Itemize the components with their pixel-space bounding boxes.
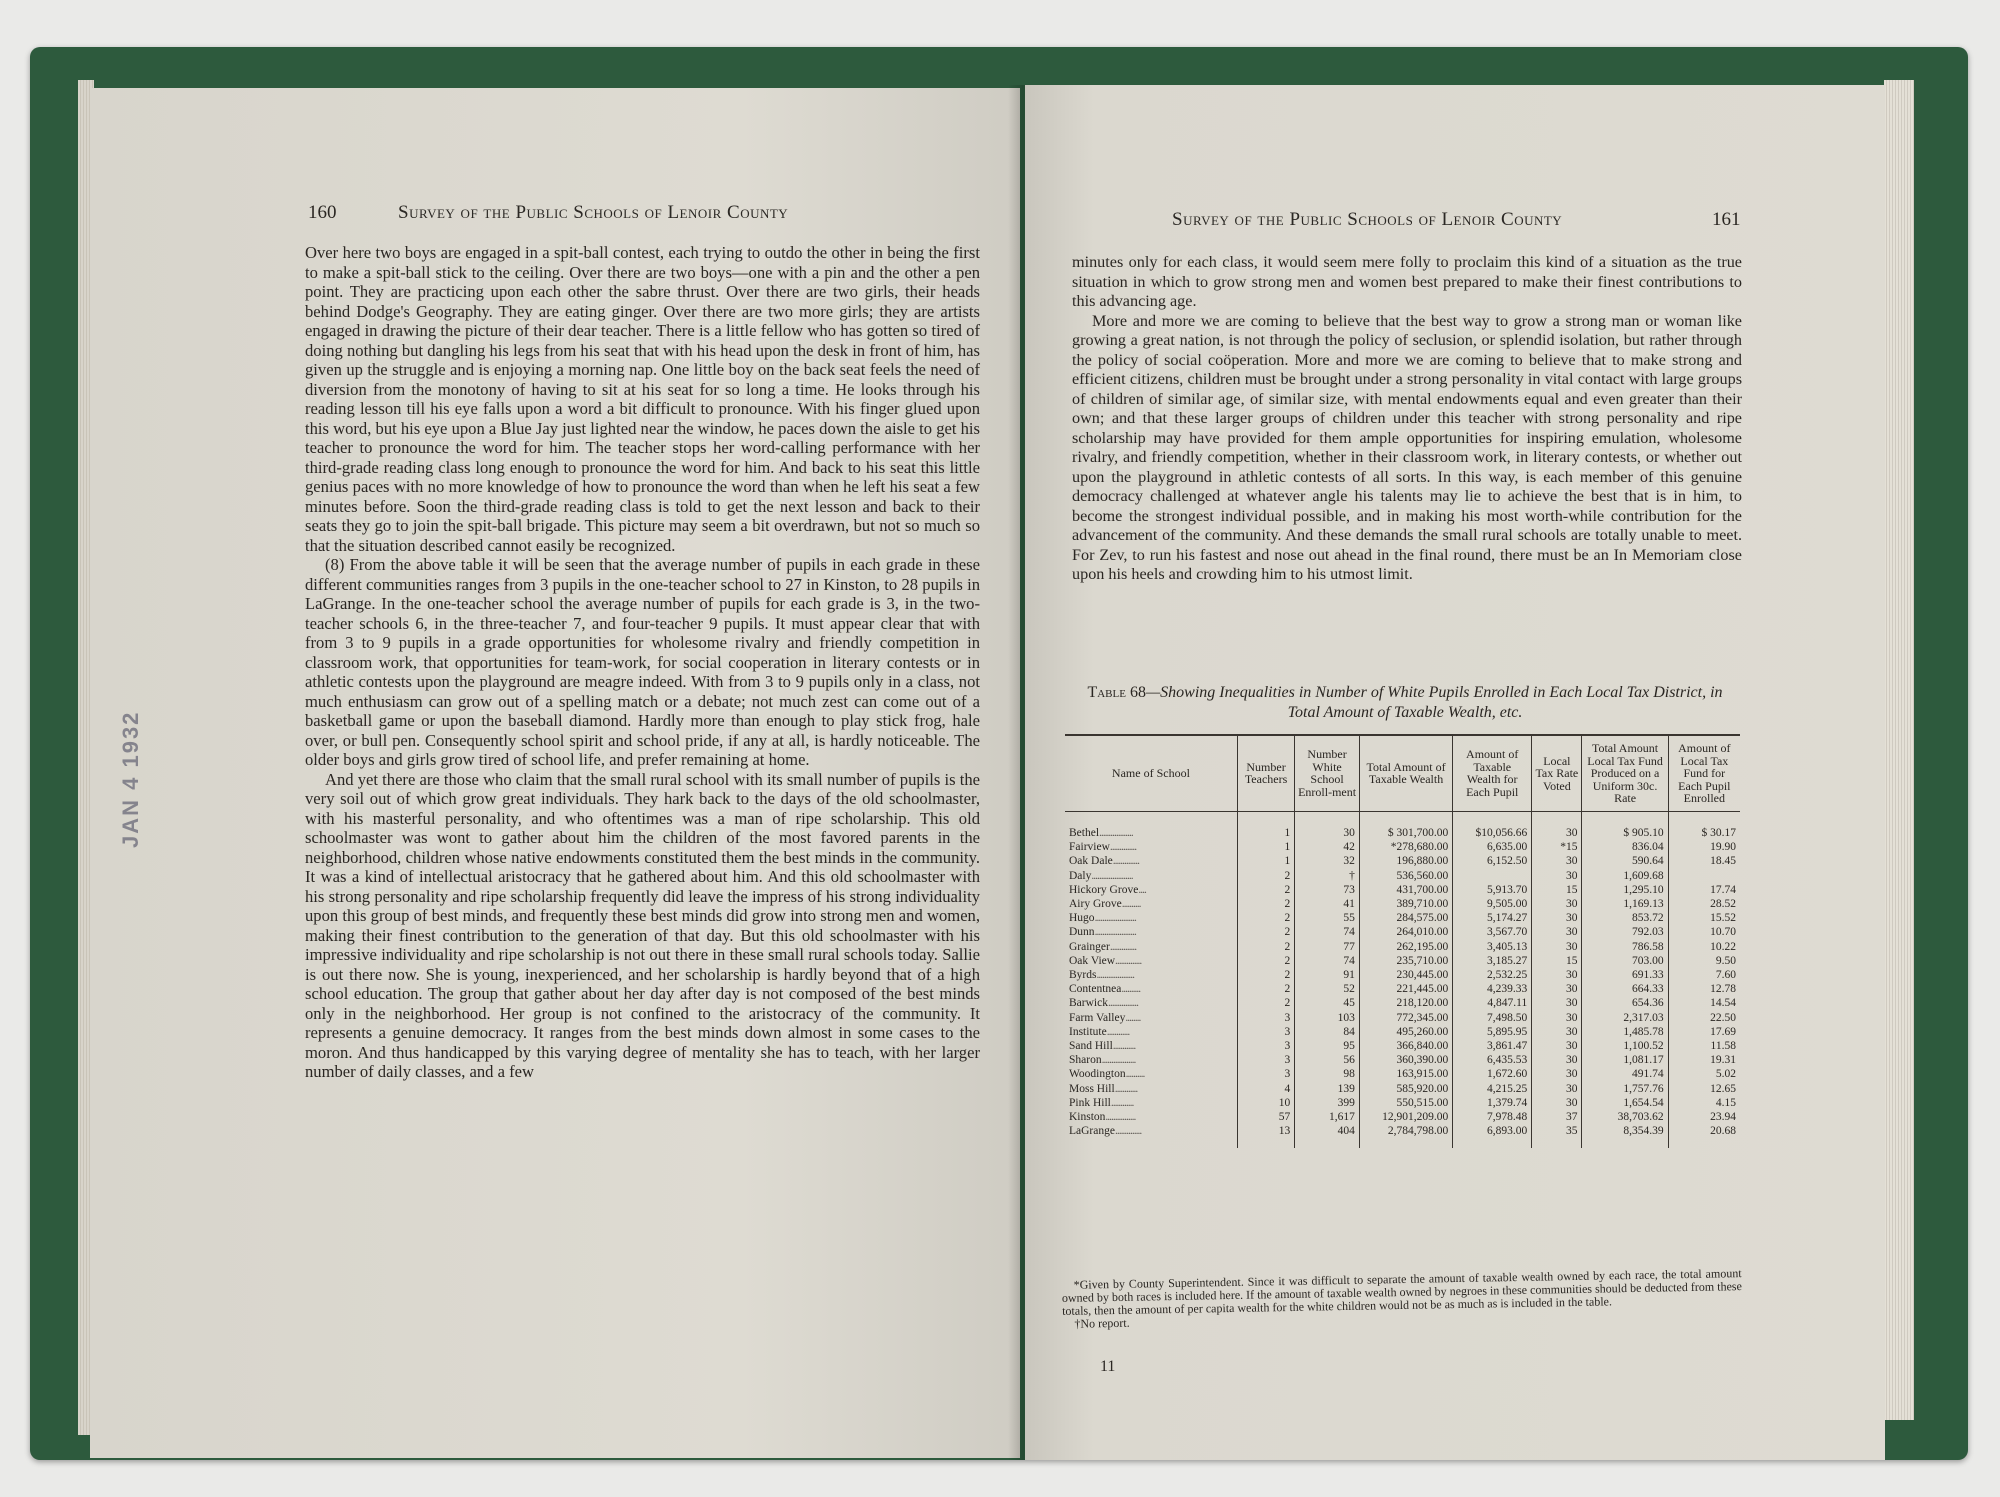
table-cell: $10,056.66	[1453, 811, 1532, 840]
table-cell: 163,915.00	[1359, 1067, 1452, 1081]
table-cell: 30	[1532, 1011, 1582, 1025]
table-cell: 2	[1237, 940, 1294, 954]
left-page-number: 160	[308, 202, 337, 223]
leader-dots: ................	[1105, 1111, 1136, 1124]
leader-dots: ..............	[1114, 1125, 1142, 1138]
table-header-cell: Local Tax Rate Voted	[1532, 735, 1582, 811]
table-cell: 30	[1532, 897, 1582, 911]
table-cell: 30	[1532, 1039, 1582, 1053]
table-cell: 264,010.00	[1359, 925, 1452, 939]
table-cell: 22.50	[1668, 1011, 1740, 1025]
table-cell: 30	[1532, 1025, 1582, 1039]
table-row	[1065, 982, 1740, 996]
table-cell: 1,081.17	[1582, 1053, 1668, 1067]
table-cell: 30	[1532, 811, 1582, 840]
table-cell: 836.04	[1582, 840, 1668, 854]
school-name-cell: Fairview..............	[1069, 841, 1137, 854]
table-cell: 84	[1295, 1025, 1360, 1039]
right-paragraph: minutes only for each class, it would seem mere folly to proclaim this kind of a situation as the true situation in which to grow strong men and women best prepared to make their finest contributions to this advancing age.	[1072, 253, 1742, 310]
leader-dots: ..............	[1109, 841, 1137, 854]
table-cell: 15	[1532, 883, 1582, 897]
table-row	[1065, 996, 1740, 1010]
table-cell: 3	[1237, 1067, 1294, 1081]
table-cell: 2	[1237, 911, 1294, 925]
table-cell: 1	[1237, 854, 1294, 868]
table-cell: 15	[1532, 954, 1582, 968]
table-cell: 13	[1237, 1124, 1294, 1148]
leader-dots: ..........	[1125, 1068, 1145, 1081]
table-row	[1065, 925, 1740, 939]
school-name-cell: Grainger..............	[1069, 940, 1137, 953]
table-cell: 52	[1295, 982, 1360, 996]
table-cell: 590.64	[1582, 854, 1668, 868]
table-cell: 262,195.00	[1359, 940, 1452, 954]
table-cell: 12.65	[1668, 1082, 1740, 1096]
table-cell: 30	[1295, 811, 1360, 840]
table-cell: 550,515.00	[1359, 1096, 1452, 1110]
table-cell: $ 30.17	[1668, 811, 1740, 840]
table-cell: 585,920.00	[1359, 1082, 1452, 1096]
leader-dots: ..........	[1121, 983, 1141, 996]
table-cell: 1,169.13	[1582, 897, 1668, 911]
page-edges-right	[1884, 80, 1914, 1420]
table-cell: 9.50	[1668, 954, 1740, 968]
table-cell: 284,575.00	[1359, 911, 1452, 925]
table-row	[1065, 1110, 1740, 1124]
table-cell: 5,174.27	[1453, 911, 1532, 925]
left-paragraph: And yet there are those who claim that the small rural school with its small number of pupils is the very soil out of which grow great individuals. They hark back to the days of the old schoolmaster, with his masterful personality, and who oftentimes was a man of ripe scholarship. This old schoolmaster was wont to gather about him the children of the most favored parents in the neighborhood, children whose native endowments constituted them the best minds in the community. It was a kind of intellectual aristocracy that he gathered about him. And this old schoolmaster with his strong personality and ripe scholarship frequently did leave the impress of his strong individuality upon this group of best minds, and frequently these best minds did grow into strong men and women, making their finest contribution to the generation of that day. But this old schoolmaster with his impressive individuality and ripe scholarship is not out there in these small rural schools today. Sallie is out there now. She is young, inexperienced, and her scholarship is hardly beyond that of a high school education. The group that gather about her day after day is not composed of the best minds only in the neighborhood. Her group is not confined to the aristocracy of the community. It represents a genuine democracy. It ranges from the best minds down almost in some cases to the moron. And thus handicapped by this varying degree of mentality she has to teach, with her larger number of daily classes, and a few	[305, 769, 980, 1081]
table-cell: 2,532.25	[1453, 968, 1532, 982]
table-cell: 495,260.00	[1359, 1025, 1452, 1039]
table-cell: 2,784,798.00	[1359, 1124, 1452, 1148]
table-cell: 91	[1295, 968, 1360, 982]
table-cell: 57	[1237, 1110, 1294, 1124]
school-name-cell: Farm Valley........	[1069, 1011, 1141, 1024]
table-cell: 30	[1532, 869, 1582, 883]
table-cell: 19.90	[1668, 840, 1740, 854]
table-cell: 5,895.95	[1453, 1025, 1532, 1039]
table-cell: 11.58	[1668, 1039, 1740, 1053]
table-row	[1065, 940, 1740, 954]
table-cell: 17.74	[1668, 883, 1740, 897]
table-cell: 6,435.53	[1453, 1053, 1532, 1067]
table-cell: 30	[1532, 996, 1582, 1010]
table-cell: *278,680.00	[1359, 840, 1452, 854]
right-page-number: 161	[1712, 209, 1741, 230]
table-cell: 17.69	[1668, 1025, 1740, 1039]
table-cell: 4,239.33	[1453, 982, 1532, 996]
table-row	[1065, 897, 1740, 911]
table-row	[1065, 840, 1740, 854]
right-body-text	[1072, 253, 1742, 585]
table-row	[1065, 1053, 1740, 1067]
table-row	[1065, 954, 1740, 968]
table-cell: 8,354.39	[1582, 1124, 1668, 1148]
school-name-cell: Hickory Grove....	[1069, 883, 1146, 896]
table-cell: 1,672.60	[1453, 1067, 1532, 1081]
table-cell: 1,485.78	[1582, 1025, 1668, 1039]
table-caption	[1070, 683, 1740, 723]
table-header-cell: Amount of Local Tax Fund for Each Pupil Enrolled	[1668, 735, 1740, 811]
leader-dots: ....	[1138, 883, 1146, 896]
table-cell: 32	[1295, 854, 1360, 868]
table-row	[1065, 1067, 1740, 1081]
table-cell: 14.54	[1668, 996, 1740, 1010]
table-cell: 9,505.00	[1453, 897, 1532, 911]
table-cell: 2,317.03	[1582, 1011, 1668, 1025]
table-row	[1065, 883, 1740, 897]
table-header-cell: Total Amount Local Tax Fund Produced on a Uniform 30c. Rate	[1582, 735, 1668, 811]
table-cell: 2	[1237, 897, 1294, 911]
table-cell: 691.33	[1582, 968, 1668, 982]
table-cell: 1,757.76	[1582, 1082, 1668, 1096]
table-row	[1065, 1025, 1740, 1039]
left-body-text	[305, 243, 980, 1082]
leader-dots: ............	[1114, 1082, 1138, 1095]
school-name-cell: Moss Hill............	[1069, 1082, 1138, 1095]
table-cell: 10.22	[1668, 940, 1740, 954]
table-cell: 19.31	[1668, 1053, 1740, 1067]
table-cell: 2	[1237, 869, 1294, 883]
school-name-cell: Pink Hill............	[1069, 1096, 1134, 1109]
table-cell: 1	[1237, 840, 1294, 854]
table-cell: 1,379.74	[1453, 1096, 1532, 1110]
school-name-cell: Daly......................	[1069, 869, 1133, 882]
table-cell: 3	[1237, 1053, 1294, 1067]
table-cell: 218,120.00	[1359, 996, 1452, 1010]
leader-dots: ............	[1112, 1040, 1136, 1053]
table-cell: 792.03	[1582, 925, 1668, 939]
table-cell: 404	[1295, 1124, 1360, 1148]
school-name-cell: Sharon..................	[1069, 1054, 1136, 1067]
leader-dots: ............	[1110, 1096, 1134, 1109]
table-cell: 30	[1532, 982, 1582, 996]
table-header-cell: Amount of Taxable Wealth for Each Pupil	[1453, 735, 1532, 811]
table-cell: 6,152.50	[1453, 854, 1532, 868]
table-cell: 4,215.25	[1453, 1082, 1532, 1096]
table-cell: 1,654.54	[1582, 1096, 1668, 1110]
table-row	[1065, 1124, 1740, 1148]
table-cell: 23.94	[1668, 1110, 1740, 1124]
table-cell: 3	[1237, 1011, 1294, 1025]
table-cell: 139	[1295, 1082, 1360, 1096]
table-cell: 4,847.11	[1453, 996, 1532, 1010]
table-cell: †	[1295, 869, 1360, 883]
leader-dots: ......................	[1094, 912, 1136, 925]
table-cell: 37	[1532, 1110, 1582, 1124]
table-cell: 73	[1295, 883, 1360, 897]
table-row	[1065, 811, 1740, 840]
table-cell: 45	[1295, 996, 1360, 1010]
school-name-cell: Kinston................	[1069, 1111, 1136, 1124]
table-header-cell: Number White School Enroll-ment	[1295, 735, 1360, 811]
table-cell: 1,100.52	[1582, 1039, 1668, 1053]
library-date-stamp: JAN 4 1932	[118, 710, 143, 848]
table-cell: 3,567.70	[1453, 925, 1532, 939]
leader-dots: ..............	[1115, 954, 1142, 967]
table-cell: 10	[1237, 1096, 1294, 1110]
table-cell: $ 301,700.00	[1359, 811, 1452, 840]
right-running-head: Survey of the Public Schools of Lenoir County	[1172, 209, 1563, 230]
school-name-cell: Byrds....................	[1069, 969, 1134, 981]
table-cell: 30	[1532, 1096, 1582, 1110]
school-name-cell: Oak Dale..............	[1069, 855, 1139, 868]
table-cell: 2	[1237, 982, 1294, 996]
table-cell: 12.78	[1668, 982, 1740, 996]
table-cell: 7,978.48	[1453, 1110, 1532, 1124]
table-row	[1065, 1011, 1740, 1025]
school-name-cell: Woodington..........	[1069, 1068, 1145, 1081]
table-cell: 221,445.00	[1359, 982, 1452, 996]
table-cell: 20.68	[1668, 1124, 1740, 1148]
table-cell: 12,901,209.00	[1359, 1110, 1452, 1124]
footnote: †No report.	[1074, 1315, 1130, 1331]
table-cell: 1,609.68	[1582, 869, 1668, 883]
table-cell: 2	[1237, 925, 1294, 939]
school-name-cell: Dunn......................	[1069, 926, 1136, 939]
table-cell: 28.52	[1668, 897, 1740, 911]
table-cell: 491.74	[1582, 1067, 1668, 1081]
table-cell: 2	[1237, 996, 1294, 1010]
table-cell: 30	[1532, 1053, 1582, 1067]
table-cell: 4.15	[1668, 1096, 1740, 1110]
school-name-cell: Oak View..............	[1069, 954, 1142, 967]
leader-dots: ..............	[1109, 940, 1137, 953]
table-cell: 6,635.00	[1453, 840, 1532, 854]
table-row	[1065, 1082, 1740, 1096]
table-cell: 230,445.00	[1359, 968, 1452, 982]
table-cell: 10.70	[1668, 925, 1740, 939]
table-cell: 30	[1532, 854, 1582, 868]
table-cell: 389,710.00	[1359, 897, 1452, 911]
table-cell: 7.60	[1668, 968, 1740, 982]
table-cell: 7,498.50	[1453, 1011, 1532, 1025]
table-cell: 30	[1532, 1067, 1582, 1081]
table-cell: 654.36	[1582, 996, 1668, 1010]
table-cell: 41	[1295, 897, 1360, 911]
table-cell: 42	[1295, 840, 1360, 854]
table-cell: 15.52	[1668, 911, 1740, 925]
table-row	[1065, 854, 1740, 868]
table-cell: 3,185.27	[1453, 954, 1532, 968]
table-row	[1065, 968, 1740, 982]
table-cell: 35	[1532, 1124, 1582, 1148]
school-name-cell: Institute............	[1069, 1025, 1130, 1038]
table-row	[1065, 1039, 1740, 1053]
table-cell: 74	[1295, 925, 1360, 939]
table-cell: 30	[1532, 911, 1582, 925]
table-cell: 3,861.47	[1453, 1039, 1532, 1053]
school-name-cell: Bethel..................	[1069, 826, 1133, 839]
table-cell: 536,560.00	[1359, 869, 1452, 883]
table-header-cell: Name of School	[1065, 735, 1237, 811]
table-cell: 74	[1295, 954, 1360, 968]
table-cell: 30	[1532, 925, 1582, 939]
table-cell: 4	[1237, 1082, 1294, 1096]
leader-dots: ................	[1107, 997, 1138, 1010]
left-paragraph: Over here two boys are engaged in a spit-ball contest, each trying to outdo the other in being the first to make a spit-ball stick to the ceiling. Over there are two boys—one with a pin and the other a pen point. They are practicing upon each other the sabre thrust. Over there are two girls, their heads behind Dodge's Geography. They are eating ginger. Over there are two more girls; they are artists engaged in drawing the picture of their dear teacher. There is a little fellow who has gotten so tired of doing nothing but dangling his legs from his seat that with his head upon the desk in front of him, has given up the struggle and is enjoying a morning nap. One little boy on the back seat feels the need of diversion from the monotony of having to sit at his seat for so long a time. He looks through his reading lesson till his eye falls upon a word a bit difficult to pronounce. With his finger glued upon this word, but his eye upon a Blue Jay just lighted near the window, he paces down the aisle to get his teacher to pronounce the word for him. The teacher stops her word-calling performance with her third-grade reading class long enough to pronounce the word for him. And back to his seat this little genius paces with no more knowledge of how to pronounce the word than when he left his seat a few minutes before. Soon the third-grade reading class is told to get the next lesson and back to their seats they go to join the spit-ball brigade. This picture may seem a bit overdrawn, but not so much so that the situation described cannot easily be recognized.	[305, 243, 980, 555]
table-cell	[1668, 869, 1740, 883]
table-cell: 703.00	[1582, 954, 1668, 968]
table-cell: 30	[1532, 940, 1582, 954]
leader-dots: ....................	[1096, 969, 1134, 981]
table-cell: 30	[1532, 1082, 1582, 1096]
table-cell: 95	[1295, 1039, 1360, 1053]
table-cell: 30	[1532, 968, 1582, 982]
table-cell: 3	[1237, 1025, 1294, 1039]
table-cell: 431,700.00	[1359, 883, 1452, 897]
school-name-cell: Barwick................	[1069, 997, 1138, 1010]
right-paragraph: More and more we are coming to believe that the best way to grow a strong man or woman like growing a great nation, is not through the policy of seclusion, or splendid isolation, but rather through the policy of social coöperation. More and more we are coming to believe that to make strong and efficient citizens, children must be brought under a strong personality in vital contact with large groups of children of similar age, of similar size, with mental endowments equal and even greater than their own; and that these larger groups of children under this teacher with strong personality and ripe scholarship may have provided for them ample opportunities for inspiring emulation, wholesome rivalry, and friendly competition, whether in their classroom work, in literary contests, or whether out upon the playground in athletic contests of all sorts. In this way, is each member of this genuine democracy challenged at whatever angle his talents may lie to achieve the best that is in him, to become the strongest individual possible, and in making his most worth-while contribution for the advancement of the community. And these demands the small rural schools are totally unable to meet. For Zev, to run his fastest and nose out ahead in the final round, there must be an In Memoriam close upon his heels and crowding him to his utmost limit.	[1072, 311, 1742, 583]
school-name-cell: Sand Hill............	[1069, 1040, 1136, 1053]
table-cell: 77	[1295, 940, 1360, 954]
table-cell: 6,893.00	[1453, 1124, 1532, 1148]
table-cell: 360,390.00	[1359, 1053, 1452, 1067]
table-cell: 2	[1237, 954, 1294, 968]
table-cell: 786.58	[1582, 940, 1668, 954]
leader-dots: ..................	[1099, 826, 1133, 839]
table-cell: 772,345.00	[1359, 1011, 1452, 1025]
table-cell: 103	[1295, 1011, 1360, 1025]
table-cell: 5,913.70	[1453, 883, 1532, 897]
leader-dots: ..........	[1121, 897, 1141, 910]
table-cell: *15	[1532, 840, 1582, 854]
table-cell: 1,617	[1295, 1110, 1360, 1124]
table-header-cell: Total Amount of Taxable Wealth	[1359, 735, 1452, 811]
school-name-cell: Airy Grove..........	[1069, 897, 1141, 910]
table-row	[1065, 911, 1740, 925]
table-cell: 1	[1237, 811, 1294, 840]
tax-inequality-table	[1065, 734, 1740, 1148]
table-label: Table 68	[1087, 684, 1146, 701]
leader-dots: ......................	[1091, 869, 1133, 882]
table-cell: 196,880.00	[1359, 854, 1452, 868]
table-cell: 2	[1237, 883, 1294, 897]
table-cell: $ 905.10	[1582, 811, 1668, 840]
table-cell: 1,295.10	[1582, 883, 1668, 897]
leader-dots: ........	[1125, 1011, 1141, 1024]
table-cell: 18.45	[1668, 854, 1740, 868]
footnote: *Given by County Superintendent. Since it was difficult to separate the amount of taxable wealth owned by each race, the total amount owned by both races is included here. If the amount of taxable wealth owned by negroes in these communities should be deducted from these totals, then the amount of per capita wealth for the white children would not be as much as is included in the table.	[1061, 1266, 1742, 1318]
school-name-cell: Hugo......................	[1069, 912, 1136, 925]
table-cell: 366,840.00	[1359, 1039, 1452, 1053]
school-name-cell: LaGrange..............	[1069, 1125, 1142, 1138]
signature-mark: 11	[1100, 1358, 1116, 1375]
leader-dots: ..............	[1112, 855, 1139, 868]
table-cell: 235,710.00	[1359, 954, 1452, 968]
table-cell: 3,405.13	[1453, 940, 1532, 954]
table-cell	[1453, 869, 1532, 883]
table-cell: 5.02	[1668, 1067, 1740, 1081]
table-row	[1065, 1096, 1740, 1110]
table-cell: 3	[1237, 1039, 1294, 1053]
leader-dots: ..................	[1101, 1054, 1136, 1067]
table-row	[1065, 869, 1740, 883]
table-cell: 664.33	[1582, 982, 1668, 996]
table-cell: 55	[1295, 911, 1360, 925]
table-cell: 38,703.62	[1582, 1110, 1668, 1124]
leader-dots: ............	[1106, 1025, 1130, 1038]
table-cell: 853.72	[1582, 911, 1668, 925]
leader-dots: ......................	[1094, 926, 1136, 939]
table-cell: 399	[1295, 1096, 1360, 1110]
left-running-head: Survey of the Public Schools of Lenoir County	[398, 202, 789, 223]
table-title: —Showing Inequalities in Number of White Pupils Enrolled in Each Local Tax District, in Total Amount of Taxable Wealth, etc.	[1145, 684, 1723, 721]
table-header-cell: Number Teachers	[1237, 735, 1294, 811]
school-name-cell: Contentnea..........	[1069, 983, 1141, 996]
table-cell: 2	[1237, 968, 1294, 982]
left-paragraph: (8) From the above table it will be seen that the average number of pupils in each grade in these different communities ranges from 3 pupils in the one-teacher school to 27 in Kinston, to 28 pupils in LaGrange. In the one-teacher school the average number of pupils for each grade is 3, in the two-teacher schools 6, in the three-teacher 7, and four-teacher 9 pupils. It must appear clear that with from 3 to 9 pupils in a grade opportunities for wholesome rivalry and friendly competition in classroom work, that opportunities for team-work, for social cooperation in literary contests or in athletic contests upon the playground are meagre indeed. With from 3 to 9 pupils only in a class, not much enthusiasm can grow out of a spelling match or a debate; not much zest can come out of a basketball game or upon the baseball diamond. Hardly more than enough to play stick frog, hale over, or bull pen. Consequently school spirit and school pride, if any at all, is hardly noticeable. The older boys and girls grow tired of school life, and prefer remaining at home.	[305, 555, 980, 769]
table-header-row	[1065, 735, 1740, 811]
table-cell: 56	[1295, 1053, 1360, 1067]
table-cell: 98	[1295, 1067, 1360, 1081]
